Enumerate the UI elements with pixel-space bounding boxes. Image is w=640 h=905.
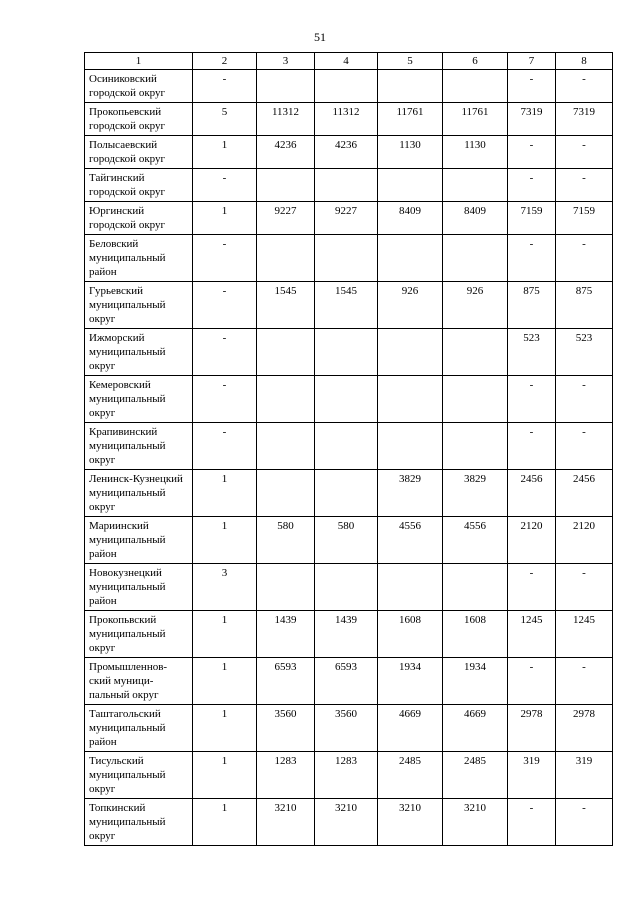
cell-col-7: - bbox=[508, 799, 556, 846]
cell-col-5: 1934 bbox=[378, 658, 443, 705]
cell-col-5: 3829 bbox=[378, 470, 443, 517]
cell-col-6 bbox=[443, 423, 508, 470]
cell-col-6: 8409 bbox=[443, 202, 508, 235]
cell-col-8: - bbox=[556, 235, 613, 282]
cell-col-5: 11761 bbox=[378, 103, 443, 136]
cell-col-3: 580 bbox=[257, 517, 315, 564]
cell-col-5: 2485 bbox=[378, 752, 443, 799]
cell-col-4 bbox=[315, 169, 378, 202]
municipality-name: Ижморский муниципальный округ bbox=[85, 329, 193, 376]
cell-col-4: 1545 bbox=[315, 282, 378, 329]
cell-col-8: 2456 bbox=[556, 470, 613, 517]
cell-col-2: 1 bbox=[193, 705, 257, 752]
cell-col-3: 1283 bbox=[257, 752, 315, 799]
municipality-name: Крапивинский муниципальный округ bbox=[85, 423, 193, 470]
municipality-name: Полысаевский городской округ bbox=[85, 136, 193, 169]
cell-col-6 bbox=[443, 235, 508, 282]
cell-col-4: 3560 bbox=[315, 705, 378, 752]
table-row bbox=[85, 282, 613, 329]
cell-col-7: 2978 bbox=[508, 705, 556, 752]
cell-col-6: 1130 bbox=[443, 136, 508, 169]
cell-col-6: 4669 bbox=[443, 705, 508, 752]
column-header: 4 bbox=[315, 53, 378, 70]
municipality-name: Новокузнецкий муниципальный район bbox=[85, 564, 193, 611]
cell-col-8: - bbox=[556, 658, 613, 705]
cell-col-4 bbox=[315, 470, 378, 517]
cell-col-5 bbox=[378, 564, 443, 611]
cell-col-5: 4669 bbox=[378, 705, 443, 752]
cell-col-8: - bbox=[556, 136, 613, 169]
cell-col-4: 3210 bbox=[315, 799, 378, 846]
cell-col-3 bbox=[257, 329, 315, 376]
cell-col-8: 7159 bbox=[556, 202, 613, 235]
cell-col-3 bbox=[257, 235, 315, 282]
municipality-name: Осиниковский городской округ bbox=[85, 70, 193, 103]
cell-col-8: 875 bbox=[556, 282, 613, 329]
cell-col-2: - bbox=[193, 235, 257, 282]
table-row bbox=[85, 235, 613, 282]
cell-col-5 bbox=[378, 423, 443, 470]
cell-col-2: 1 bbox=[193, 611, 257, 658]
cell-col-6: 2485 bbox=[443, 752, 508, 799]
cell-col-8: - bbox=[556, 799, 613, 846]
cell-col-2: 1 bbox=[193, 517, 257, 564]
municipality-name: Топкинский муниципальный округ bbox=[85, 799, 193, 846]
cell-col-8: - bbox=[556, 169, 613, 202]
cell-col-4: 11312 bbox=[315, 103, 378, 136]
cell-col-6: 11761 bbox=[443, 103, 508, 136]
header-row bbox=[85, 53, 613, 70]
cell-col-7: - bbox=[508, 658, 556, 705]
cell-col-4 bbox=[315, 70, 378, 103]
cell-col-4 bbox=[315, 564, 378, 611]
cell-col-4: 4236 bbox=[315, 136, 378, 169]
municipality-name: Прокопьевский городской округ bbox=[85, 103, 193, 136]
cell-col-2: - bbox=[193, 169, 257, 202]
cell-col-5: 1130 bbox=[378, 136, 443, 169]
cell-col-4: 9227 bbox=[315, 202, 378, 235]
cell-col-2: 1 bbox=[193, 136, 257, 169]
table-row bbox=[85, 136, 613, 169]
cell-col-5 bbox=[378, 376, 443, 423]
cell-col-6: 3210 bbox=[443, 799, 508, 846]
table-row bbox=[85, 705, 613, 752]
table-row bbox=[85, 70, 613, 103]
cell-col-5: 926 bbox=[378, 282, 443, 329]
cell-col-8: - bbox=[556, 376, 613, 423]
cell-col-6 bbox=[443, 564, 508, 611]
table-row bbox=[85, 470, 613, 517]
municipality-name: Тисульский муниципальный округ bbox=[85, 752, 193, 799]
cell-col-6: 3829 bbox=[443, 470, 508, 517]
cell-col-5: 3210 bbox=[378, 799, 443, 846]
municipality-name: Ленинск-Кузнецкий муниципальный округ bbox=[85, 470, 193, 517]
column-header: 5 bbox=[378, 53, 443, 70]
column-header: 1 bbox=[85, 53, 193, 70]
cell-col-7: - bbox=[508, 564, 556, 611]
cell-col-4: 6593 bbox=[315, 658, 378, 705]
cell-col-2: 1 bbox=[193, 799, 257, 846]
cell-col-6 bbox=[443, 329, 508, 376]
cell-col-3: 9227 bbox=[257, 202, 315, 235]
cell-col-6 bbox=[443, 70, 508, 103]
table-row bbox=[85, 517, 613, 564]
data-table bbox=[84, 52, 613, 846]
cell-col-4: 1283 bbox=[315, 752, 378, 799]
municipality-name: Мариинский муниципальный район bbox=[85, 517, 193, 564]
column-header: 2 bbox=[193, 53, 257, 70]
table-row bbox=[85, 376, 613, 423]
table-body bbox=[85, 70, 613, 846]
table-row bbox=[85, 423, 613, 470]
cell-col-7: - bbox=[508, 136, 556, 169]
municipality-name: Беловский муниципальный район bbox=[85, 235, 193, 282]
municipality-name: Таштагольский муниципальный район bbox=[85, 705, 193, 752]
cell-col-3: 11312 bbox=[257, 103, 315, 136]
cell-col-6 bbox=[443, 169, 508, 202]
cell-col-3 bbox=[257, 423, 315, 470]
cell-col-3: 3210 bbox=[257, 799, 315, 846]
cell-col-6: 1934 bbox=[443, 658, 508, 705]
cell-col-7: - bbox=[508, 169, 556, 202]
cell-col-5: 1608 bbox=[378, 611, 443, 658]
cell-col-7: - bbox=[508, 70, 556, 103]
cell-col-8: - bbox=[556, 70, 613, 103]
cell-col-8: 2978 bbox=[556, 705, 613, 752]
cell-col-7: - bbox=[508, 423, 556, 470]
cell-col-2: 1 bbox=[193, 202, 257, 235]
municipality-name: Гурьевский муниципальный округ bbox=[85, 282, 193, 329]
cell-col-4 bbox=[315, 376, 378, 423]
cell-col-2: - bbox=[193, 70, 257, 103]
cell-col-2: 1 bbox=[193, 752, 257, 799]
cell-col-3 bbox=[257, 564, 315, 611]
cell-col-6: 1608 bbox=[443, 611, 508, 658]
table-row bbox=[85, 611, 613, 658]
cell-col-3 bbox=[257, 376, 315, 423]
cell-col-3 bbox=[257, 169, 315, 202]
cell-col-3 bbox=[257, 70, 315, 103]
municipality-name: Тайгинский городской округ bbox=[85, 169, 193, 202]
cell-col-8: 319 bbox=[556, 752, 613, 799]
cell-col-8: 2120 bbox=[556, 517, 613, 564]
cell-col-3 bbox=[257, 470, 315, 517]
column-header: 3 bbox=[257, 53, 315, 70]
cell-col-2: - bbox=[193, 282, 257, 329]
table-row bbox=[85, 752, 613, 799]
cell-col-7: 1245 bbox=[508, 611, 556, 658]
cell-col-5 bbox=[378, 235, 443, 282]
cell-col-7: 875 bbox=[508, 282, 556, 329]
cell-col-4 bbox=[315, 423, 378, 470]
table-row bbox=[85, 564, 613, 611]
column-header: 7 bbox=[508, 53, 556, 70]
cell-col-7: 319 bbox=[508, 752, 556, 799]
table-row bbox=[85, 799, 613, 846]
cell-col-3: 3560 bbox=[257, 705, 315, 752]
table-row bbox=[85, 169, 613, 202]
column-header: 8 bbox=[556, 53, 613, 70]
cell-col-3: 6593 bbox=[257, 658, 315, 705]
municipality-name: Кемеровский муниципальный округ bbox=[85, 376, 193, 423]
cell-col-5 bbox=[378, 70, 443, 103]
municipality-name: Юргинский городской округ bbox=[85, 202, 193, 235]
cell-col-4: 580 bbox=[315, 517, 378, 564]
cell-col-8: - bbox=[556, 564, 613, 611]
cell-col-5 bbox=[378, 329, 443, 376]
cell-col-2: 1 bbox=[193, 470, 257, 517]
cell-col-8: 1245 bbox=[556, 611, 613, 658]
cell-col-5: 8409 bbox=[378, 202, 443, 235]
cell-col-2: - bbox=[193, 423, 257, 470]
cell-col-4 bbox=[315, 235, 378, 282]
municipality-name: Прокопьвский муниципальный округ bbox=[85, 611, 193, 658]
cell-col-6: 4556 bbox=[443, 517, 508, 564]
table-row bbox=[85, 658, 613, 705]
cell-col-8: 7319 bbox=[556, 103, 613, 136]
cell-col-6: 926 bbox=[443, 282, 508, 329]
cell-col-7: - bbox=[508, 235, 556, 282]
cell-col-7: 7159 bbox=[508, 202, 556, 235]
cell-col-4: 1439 bbox=[315, 611, 378, 658]
cell-col-7: 2456 bbox=[508, 470, 556, 517]
cell-col-5 bbox=[378, 169, 443, 202]
cell-col-2: 5 bbox=[193, 103, 257, 136]
cell-col-2: - bbox=[193, 329, 257, 376]
cell-col-2: 1 bbox=[193, 658, 257, 705]
cell-col-4 bbox=[315, 329, 378, 376]
cell-col-7: 2120 bbox=[508, 517, 556, 564]
cell-col-3: 1439 bbox=[257, 611, 315, 658]
cell-col-6 bbox=[443, 376, 508, 423]
cell-col-8: 523 bbox=[556, 329, 613, 376]
column-header: 6 bbox=[443, 53, 508, 70]
page-number: 51 bbox=[314, 30, 326, 44]
municipality-name: Промышленнов-ский муници-пальный округ bbox=[85, 658, 193, 705]
cell-col-2: - bbox=[193, 376, 257, 423]
cell-col-5: 4556 bbox=[378, 517, 443, 564]
table-row bbox=[85, 202, 613, 235]
cell-col-8: - bbox=[556, 423, 613, 470]
table-row bbox=[85, 103, 613, 136]
cell-col-7: 7319 bbox=[508, 103, 556, 136]
table-row bbox=[85, 329, 613, 376]
cell-col-7: - bbox=[508, 376, 556, 423]
cell-col-3: 1545 bbox=[257, 282, 315, 329]
cell-col-7: 523 bbox=[508, 329, 556, 376]
cell-col-3: 4236 bbox=[257, 136, 315, 169]
cell-col-2: 3 bbox=[193, 564, 257, 611]
